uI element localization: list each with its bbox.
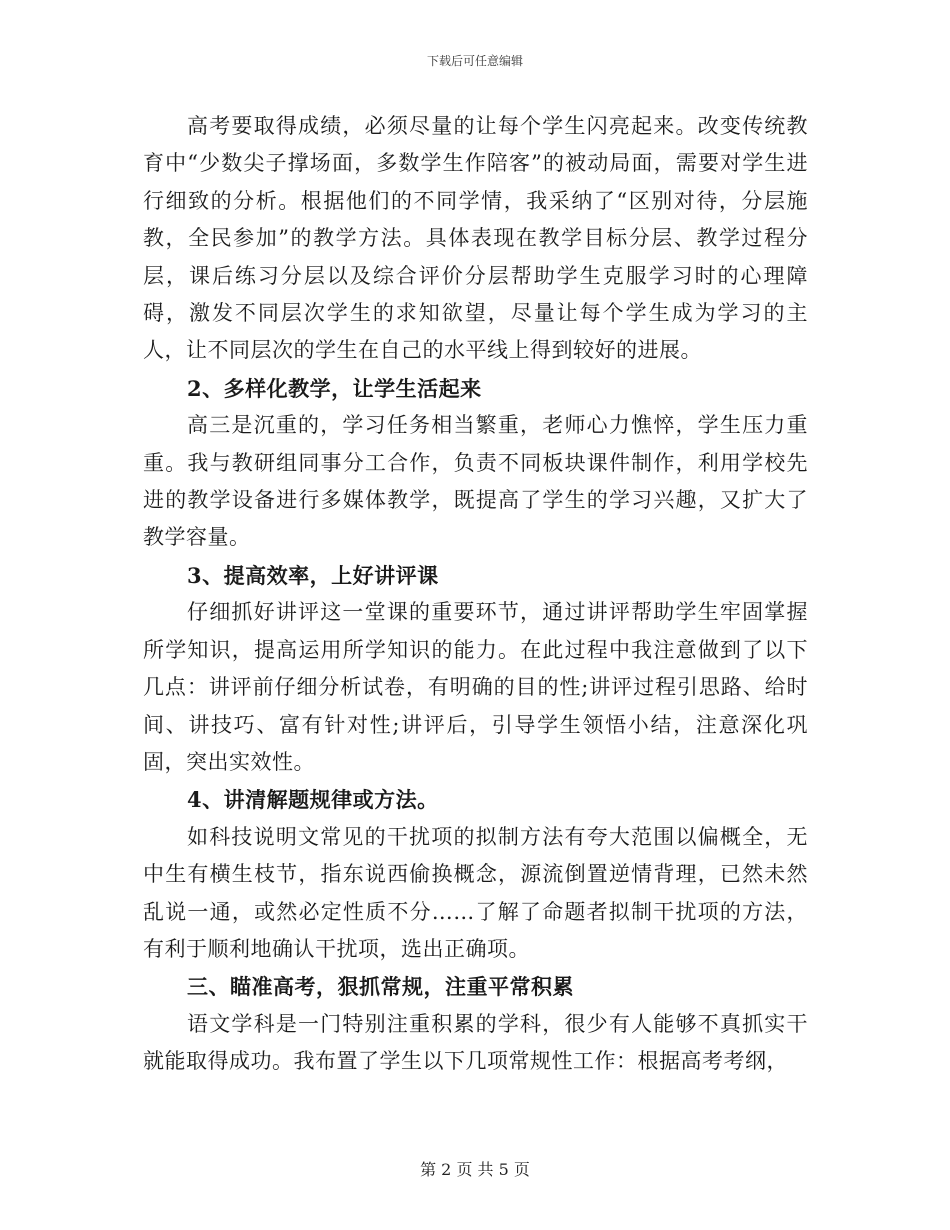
section-heading-diversified-teaching: 2、多样化教学，让学生活起来 xyxy=(187,375,482,401)
paragraph-distractor-methods: 如科技说明文常见的干扰项的拟制方法有夸大范围以偏概全，无中生有横生枝节，指东说西偷换概念，源流倒置逆情背理，已然未然乱说一通，或然必定性质不分……了解了命题者拟制干扰项的方法，有利于顺利地确认干扰项，选出正确项。 xyxy=(143,824,808,961)
header-note: 下载后可任意编辑 xyxy=(426,54,523,68)
paragraph-accumulation: 语文学科是一门特别注重积累的学科，很少有人能够不真抓实干就能取得成功。我布置了学生以下几项常规性工作：根据高考考纲， xyxy=(143,1011,808,1074)
paragraph-layered-teaching: 高考要取得成绩，必须尽量的让每个学生闪亮起来。改变传统教育中“少数尖子撑场面，多数学生作陪客”的被动局面，需要对学生进行细致的分析。根据他们的不同学情，我采纳了“区别对待，分层施教，全民参加”的教学方法。具体表现在教学目标分层、教学过程分层，课后练习分层以及综合评价分层帮助学生克服学习时的心理障碍，激发不同层次学生的求知欲望，尽量让每个学生成为学习的主人，让不同层次的学生在自己的水平线上得到较好的进展。 xyxy=(143,114,808,363)
paragraph-review-class: 仔细抓好讲评这一堂课的重要环节，通过讲评帮助学生牢固掌握所学知识，提高运用所学知识的能力。在此过程中我注意做到了以下几点：讲评前仔细分析试卷，有明确的目的性;讲评过程引思路、给时间、讲技巧、富有针对性;讲评后，引导学生领悟小结，注意深化巩固，突出实效性。 xyxy=(143,600,808,774)
section-heading-problem-solving: 4、讲清解题规律或方法。 xyxy=(187,787,439,813)
page-number: 第 2 页 共 5 页 xyxy=(420,1160,530,1179)
section-heading-review-class: 3、提高效率，上好讲评课 xyxy=(187,562,439,588)
document-body xyxy=(143,108,808,1081)
section-heading-exam-focus: 三、瞄准高考，狠抓常规，注重平常积累 xyxy=(187,974,574,1000)
paragraph-multimedia-teaching: 高三是沉重的，学习任务相当繁重，老师心力憔悴，学生压力重重。我与教研组同事分工合作，负责不同板块课件制作，利用学校先进的教学设备进行多媒体教学，既提高了学生的学习兴趣，又扩大了教学容量。 xyxy=(143,413,808,550)
